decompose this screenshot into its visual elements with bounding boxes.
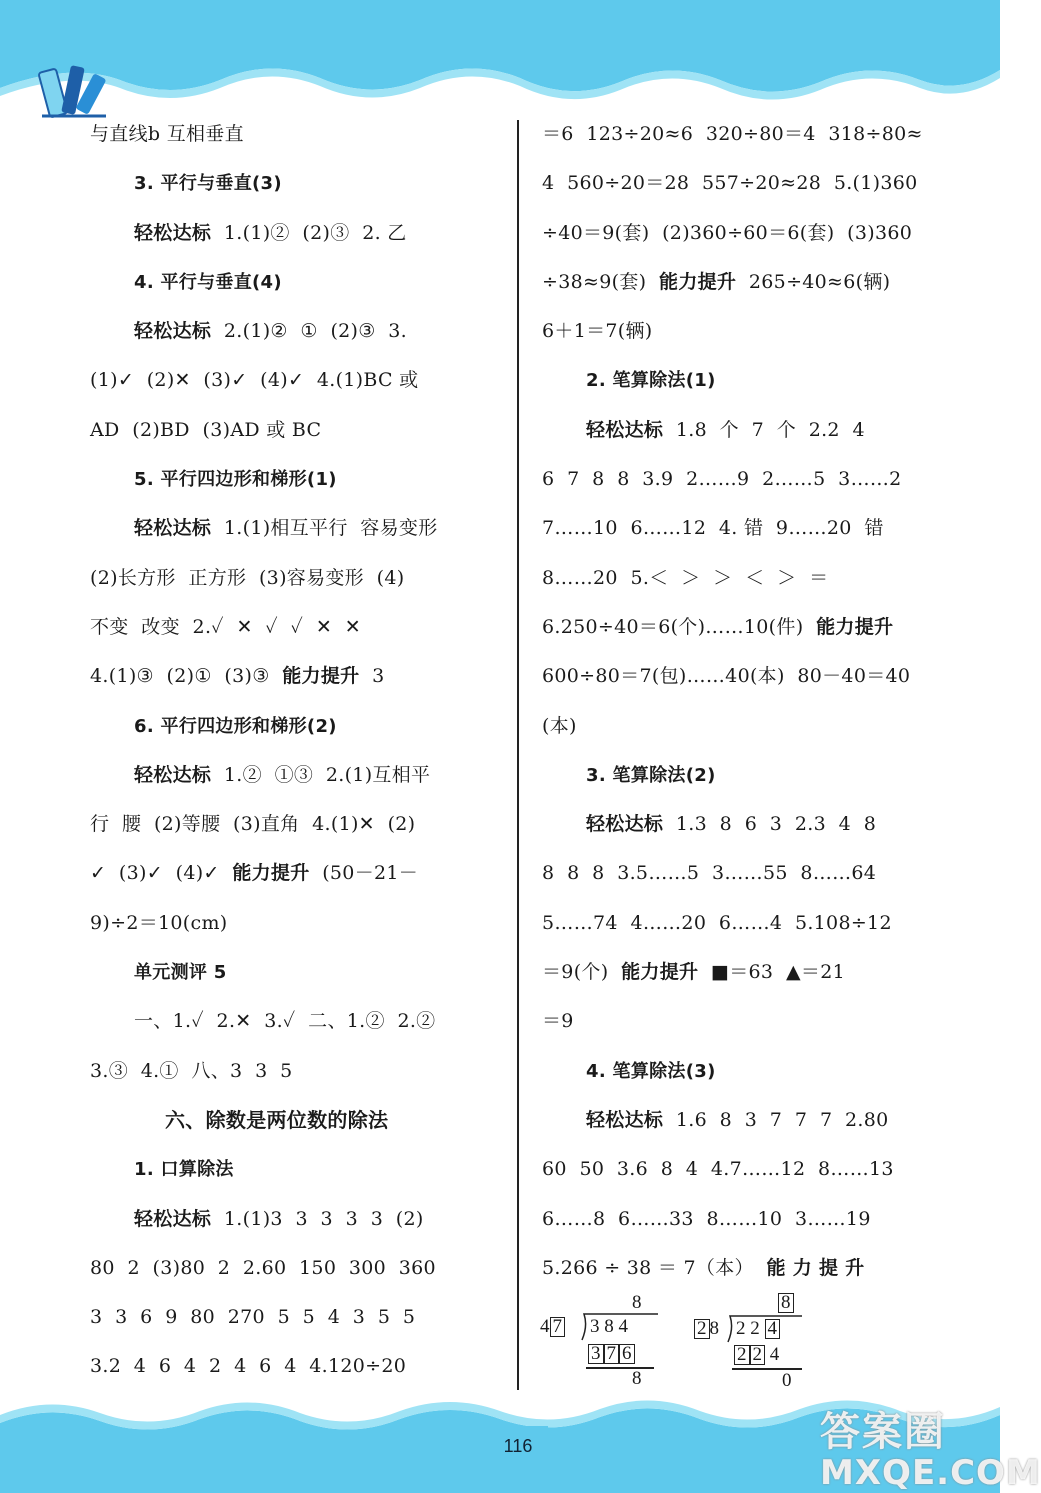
label-nengli: 能力提升 (816, 615, 894, 638)
label-qingsong: 轻松达标 (134, 221, 212, 244)
answer-line: 4 560÷20＝28 557÷20≈28 5.(1)360 (542, 172, 918, 195)
answer-text: 1.8 个 7 个 2.2 4 (663, 418, 865, 441)
answer-line (542, 1244, 962, 1293)
answer-text: 1.(1)② (2)③ 2. 乙 (211, 221, 407, 244)
long-division-1 (540, 1290, 680, 1390)
section-heading: 六、除数是两位数的除法 (165, 1107, 389, 1132)
remainder: 0 (782, 1370, 792, 1391)
answer-line: 7……10 6……12 4. 错 9……20 错 (542, 517, 884, 540)
partial-product (588, 1343, 635, 1365)
answer-line: 80 2 (3)80 2 2.60 150 300 360 (90, 1256, 436, 1279)
label-qingsong: 轻松达标 (134, 763, 212, 786)
lesson-heading: 4. 笔算除法(3) (586, 1060, 716, 1082)
lesson-heading: 3. 笔算除法(2) (586, 764, 716, 786)
answer-text: 2.(1)② ① (2)③ 3. (211, 320, 408, 343)
column-divider (517, 120, 519, 1390)
answer-line (542, 948, 962, 997)
product-digit-boxed: 6 (619, 1344, 635, 1364)
answer-line (542, 258, 962, 307)
long-division-2 (694, 1290, 814, 1390)
answer-line: ＝6 123÷20≈6 320÷80＝4 318÷80≈ (542, 123, 923, 145)
unit-test-heading: 单元测评 5 (134, 962, 227, 984)
watermark (820, 1400, 1041, 1493)
subtraction-line (732, 1368, 802, 1370)
answer-line (542, 1096, 962, 1145)
answer-text: ＝9(个) (542, 961, 622, 984)
answer-line (90, 307, 500, 356)
dividend (736, 1318, 780, 1340)
subtraction-line (586, 1367, 654, 1369)
answer-line: ÷40＝9(套) (2)360÷60＝6(套) (3)360 (542, 221, 913, 244)
label-qingsong: 轻松达标 (134, 1207, 212, 1230)
answer-line (542, 406, 962, 455)
answer-line (542, 603, 962, 652)
answer-line: 60 50 3.6 8 4 4.7……12 8……13 (542, 1158, 894, 1181)
answer-text: 3 (359, 665, 385, 688)
partial-product (734, 1344, 779, 1366)
answer-line: 不变 改变 2.✓ ✕ ✓ ✓ ✕ ✕ (90, 615, 362, 638)
quotient (778, 1292, 794, 1314)
answer-line (90, 652, 500, 701)
product-digit-boxed: 3 (588, 1344, 604, 1364)
answer-line: 6 7 8 8 3.9 2……9 2……5 3……2 (542, 468, 902, 491)
answer-text: (50－21－ (309, 862, 419, 885)
top-wave-band (0, 0, 1000, 120)
label-qingsong: 轻松达标 (134, 320, 212, 343)
lesson-heading: 6. 平行四边形和梯形(2) (134, 715, 337, 737)
answer-line (90, 849, 500, 898)
answer-line: 3 3 6 9 80 270 5 5 4 3 5 5 (90, 1306, 416, 1329)
answer-text: 1.(1)相互平行 容易变形 (211, 517, 438, 540)
answer-line: ＝9 (542, 1010, 574, 1033)
dividend: 3 8 4 (590, 1316, 628, 1337)
answer-line: 9)÷2＝10(cm) (90, 911, 228, 934)
answer-line: 5……74 4……20 6……4 5.108÷12 (542, 911, 892, 934)
divisor-digit-boxed: 2 (694, 1319, 710, 1339)
lesson-heading: 3. 平行与垂直(3) (134, 173, 282, 195)
lesson-heading: 5. 平行四边形和梯形(1) (134, 469, 337, 491)
product-digit-boxed: 2 (734, 1345, 750, 1365)
answer-text: ✓ (3)✓ (4)✓ (90, 862, 233, 885)
answer-text: 265÷40≈6(辆) (736, 270, 891, 293)
answer-line: (1)✓ (2)✕ (3)✓ (4)✓ 4.(1)BC 或 (90, 369, 419, 392)
answer-text: 1.6 8 3 7 7 7 2.80 (663, 1108, 889, 1131)
divisor-digit: 8 (709, 1318, 719, 1339)
label-nengli: 能 力 提 升 (766, 1256, 865, 1279)
answer-text: ■＝63 ▲＝21 (698, 961, 845, 984)
answer-line: 行 腰 (2)等腰 (3)直角 4.(1)✕ (2) (90, 813, 416, 836)
answer-line (90, 209, 500, 258)
left-column (90, 110, 500, 1392)
answer-text: 6.250÷40＝6(个)……10(件) (542, 615, 817, 638)
dividend-digits: 2 2 (736, 1318, 760, 1339)
answer-line: AD (2)BD (3)AD 或 BC (90, 418, 322, 441)
divisor-digit: 4 (540, 1316, 550, 1337)
remainder: 8 (632, 1368, 642, 1389)
answer-text: 4.(1)③ (2)① (3)③ (90, 665, 283, 688)
quotient-digit-boxed: 8 (778, 1293, 794, 1313)
answer-line (542, 800, 962, 849)
lesson-heading: 2. 笔算除法(1) (586, 370, 716, 392)
dividend-digit-boxed: 4 (765, 1319, 781, 1339)
product-digit-boxed: 7 (604, 1344, 620, 1364)
answer-line: 与直线b 互相垂直 (90, 123, 244, 145)
label-nengli: 能力提升 (232, 862, 310, 885)
divisor (694, 1318, 719, 1340)
divisor-digit-boxed: 7 (550, 1317, 566, 1337)
answer-line: 8……20 5.＜ ＞ ＞ ＜ ＞ ＝ (542, 566, 829, 589)
lesson-heading: 4. 平行与垂直(4) (134, 271, 282, 293)
quotient: 8 (632, 1292, 642, 1313)
label-qingsong: 轻松达标 (134, 517, 212, 540)
label-nengli: 能力提升 (282, 665, 360, 688)
right-column (542, 110, 962, 1293)
page-number: 116 (488, 1426, 548, 1466)
answer-line (90, 751, 500, 800)
answer-line: 一、1.✓ 2.✕ 3.✓ 二、1.② 2.② (134, 1010, 436, 1033)
answer-text: 5.266 ÷ 38 ＝ 7（本） (542, 1256, 767, 1279)
divisor (540, 1316, 565, 1338)
answer-line: 6……8 6……33 8……10 3……19 (542, 1207, 871, 1230)
lesson-heading: 1. 口算除法 (134, 1159, 234, 1181)
watermark-text: 答案圈 (820, 1409, 946, 1455)
answer-line: 6＋1＝7(辆) (542, 320, 653, 343)
answer-text: 1.3 8 6 3 2.3 4 8 (663, 813, 877, 836)
label-nengli: 能力提升 (621, 961, 699, 984)
answer-text: 1.② ①③ 2.(1)互相平 (211, 763, 431, 786)
label-qingsong: 轻松达标 (586, 418, 664, 441)
answer-line: 600÷80＝7(包)……40(本) 80－40＝40 (542, 665, 911, 688)
answer-line (90, 504, 500, 553)
answer-line: 8 8 8 3.5……5 3……55 8……64 (542, 862, 877, 885)
label-nengli: 能力提升 (659, 270, 737, 293)
product-digit: 4 (769, 1344, 780, 1365)
answer-line: (2)长方形 正方形 (3)容易变形 (4) (90, 566, 405, 589)
answer-text: 1.(1)3 3 3 3 3 (2) (211, 1207, 424, 1230)
watermark-url: MXQE.COM (820, 1453, 1041, 1493)
answer-line (90, 1195, 500, 1244)
answer-line: 3.2 4 6 4 2 4 6 4 4.120÷20 (90, 1355, 407, 1378)
answer-text: ÷38≈9(套) (542, 270, 660, 293)
label-qingsong: 轻松达标 (586, 1108, 664, 1131)
product-digit-boxed: 2 (750, 1345, 766, 1365)
answer-line: (本) (542, 714, 577, 737)
answer-line: 3.③ 4.① 八、3 3 5 (90, 1059, 293, 1082)
label-qingsong: 轻松达标 (586, 813, 664, 836)
